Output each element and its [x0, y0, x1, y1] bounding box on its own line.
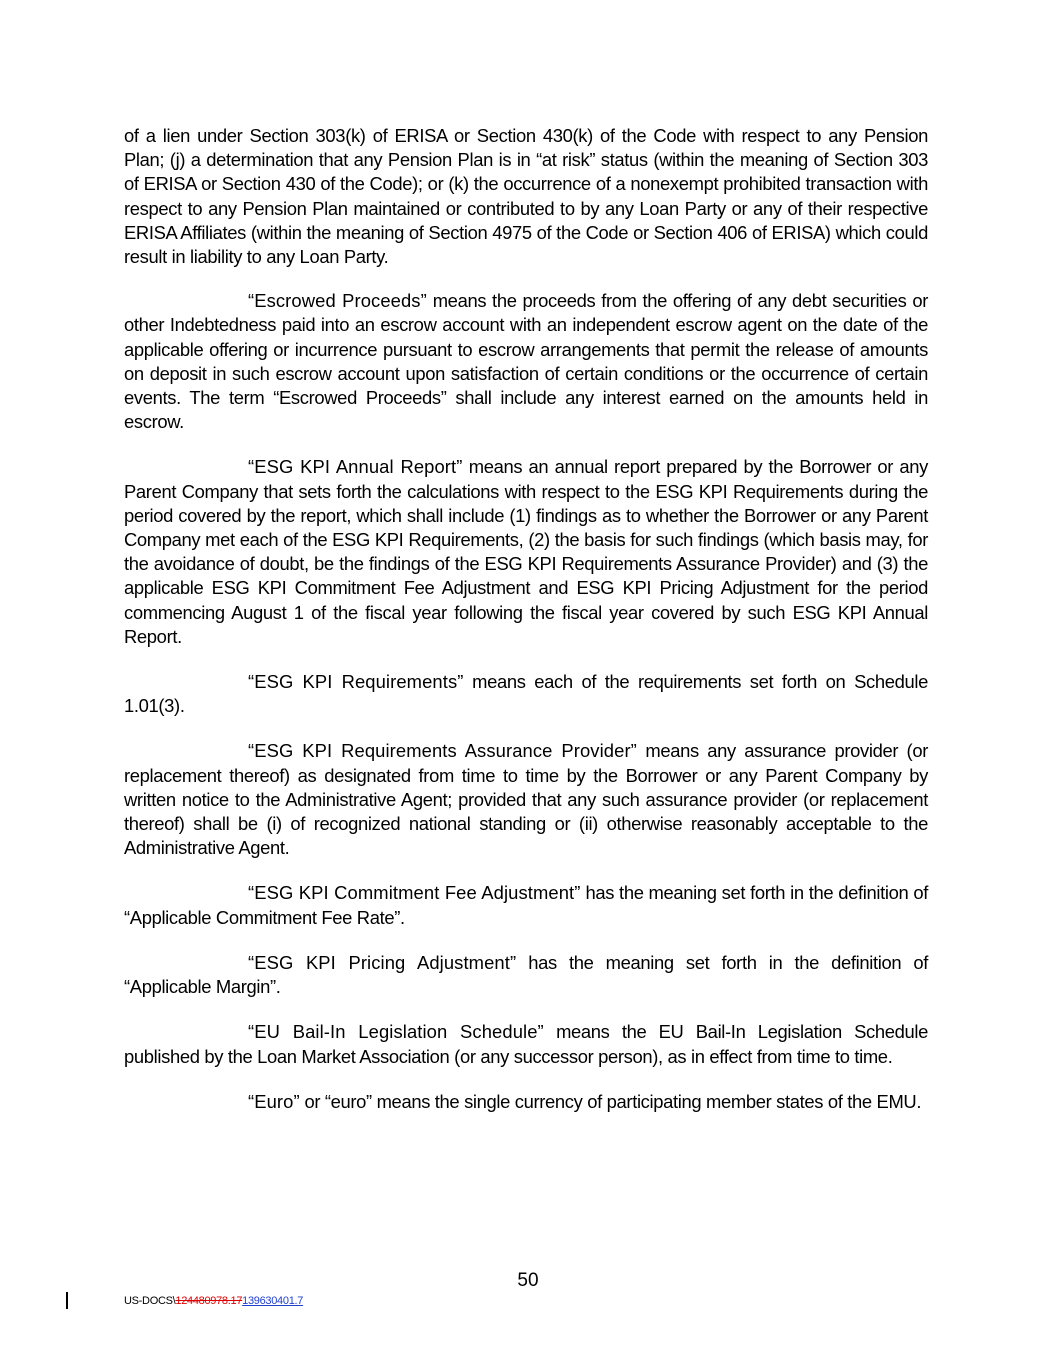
- defined-term: “ESG KPI Requirements Assurance Provider”: [248, 740, 637, 762]
- definition-eu-bail-in-legislation-schedule: [124, 1020, 928, 1068]
- doc-id-inserted-revision: 139630401.7: [242, 1295, 304, 1307]
- change-bar: [66, 1292, 68, 1309]
- paragraph-erisa-continuation: [124, 124, 928, 269]
- defined-term: “ESG KPI Requirements”: [248, 671, 464, 693]
- definition-text: means each of the requirements set forth on Schedule 1.01(3).: [124, 671, 928, 717]
- definition-esg-kpi-requirements: [124, 670, 928, 718]
- doc-id-deleted-revision: 124480978.17: [175, 1295, 243, 1307]
- definition-text: means the EU Bail-In Legislation Schedule published by the Loan Market Association (or any successor person), as in effect from time to time.: [124, 1021, 929, 1067]
- definition-esg-kpi-pricing-adjustment: [124, 951, 928, 999]
- doc-id-prefix: US-DOCS\: [124, 1295, 176, 1307]
- document-id: [124, 1294, 303, 1308]
- defined-term: “Escrowed Proceeds”: [248, 290, 427, 312]
- definition-text: means any assurance provider (or replacement thereof) as designated from time to time by the Borrower or any Parent Company by written notice to the Administrative Agent; provided that any such assurance provider (or replacement thereof) shall be (i) of recognized national standing or (ii) otherwise reasonably acceptable to the Administrative Agent.: [124, 740, 928, 859]
- defined-term: “Euro”: [248, 1090, 300, 1112]
- defined-term: “EU Bail-In Legislation Schedule”: [248, 1021, 544, 1043]
- defined-term: “ESG KPI Pricing Adjustment”: [248, 951, 517, 973]
- paragraph-text: of a lien under Section 303(k) of ERISA or Section 430(k) of the Code with respect to any Pension Plan; (j) a determination that any Pension Plan is in “at risk” status (within the meaning of Section 303 of ERISA or Section 430 of the Code); or (k) the occurrence of a nonexempt prohibited transaction with respect to any Pension Plan maintained or contributed to by any Loan Party or any of their respective ERISA Affiliates (within the meaning of Section 4975 of the Code or Section 406 of ERISA) which could result in liability to any Loan Party.: [124, 125, 928, 268]
- definition-text: or “euro” means the single currency of participating member states of the EMU.: [299, 1090, 922, 1112]
- definition-esg-kpi-commitment-fee-adjustment: [124, 881, 928, 929]
- definition-text: has the meaning set forth in the definition of “Applicable Margin”.: [124, 951, 928, 998]
- defined-term: “ESG KPI Commitment Fee Adjustment”: [248, 882, 581, 904]
- definition-esg-kpi-assurance-provider: [124, 739, 928, 860]
- definition-escrowed-proceeds: [124, 289, 928, 434]
- page-number: 50: [517, 1270, 539, 1291]
- definition-text: means an annual report prepared by the Borrower or any Parent Company that sets forth the calculations with respect to the ESG KPI Requirements during the period covered by the report, which shall include (1) findings as to whether the Borrower or any Parent Company met each of the ESG KPI Requirements, (2) the basis for such findings (which basis may, for the avoidance of doubt, be the findings of the ESG KPI Requirements Assurance Provider) and (3) the applicable ESG KPI Commitment Fee Adjustment and ESG KPI Pricing Adjustment for the period commencing August 1 of the fiscal year following the fiscal year covered by such ESG KPI Annual Report.: [124, 456, 928, 647]
- defined-term: “ESG KPI Annual Report”: [248, 456, 463, 478]
- definition-euro: [124, 1090, 928, 1114]
- document-body: [124, 124, 928, 1135]
- definition-text: means the proceeds from the offering of any debt securities or other Indebtedness paid into an escrow account with an independent escrow agent on the date of the applicable offering or incurrence pursuant to escrow arrangements that permit the release of amounts on deposit in such escrow account upon satisfaction of certain conditions or the occurrence of certain events. The term “Escrowed Proceeds” shall include any interest earned on the amounts held in escrow.: [124, 290, 928, 433]
- definition-text: has the meaning set forth in the definition of “Applicable Commitment Fee Rate”.: [124, 882, 928, 928]
- definition-esg-kpi-annual-report: [124, 455, 928, 649]
